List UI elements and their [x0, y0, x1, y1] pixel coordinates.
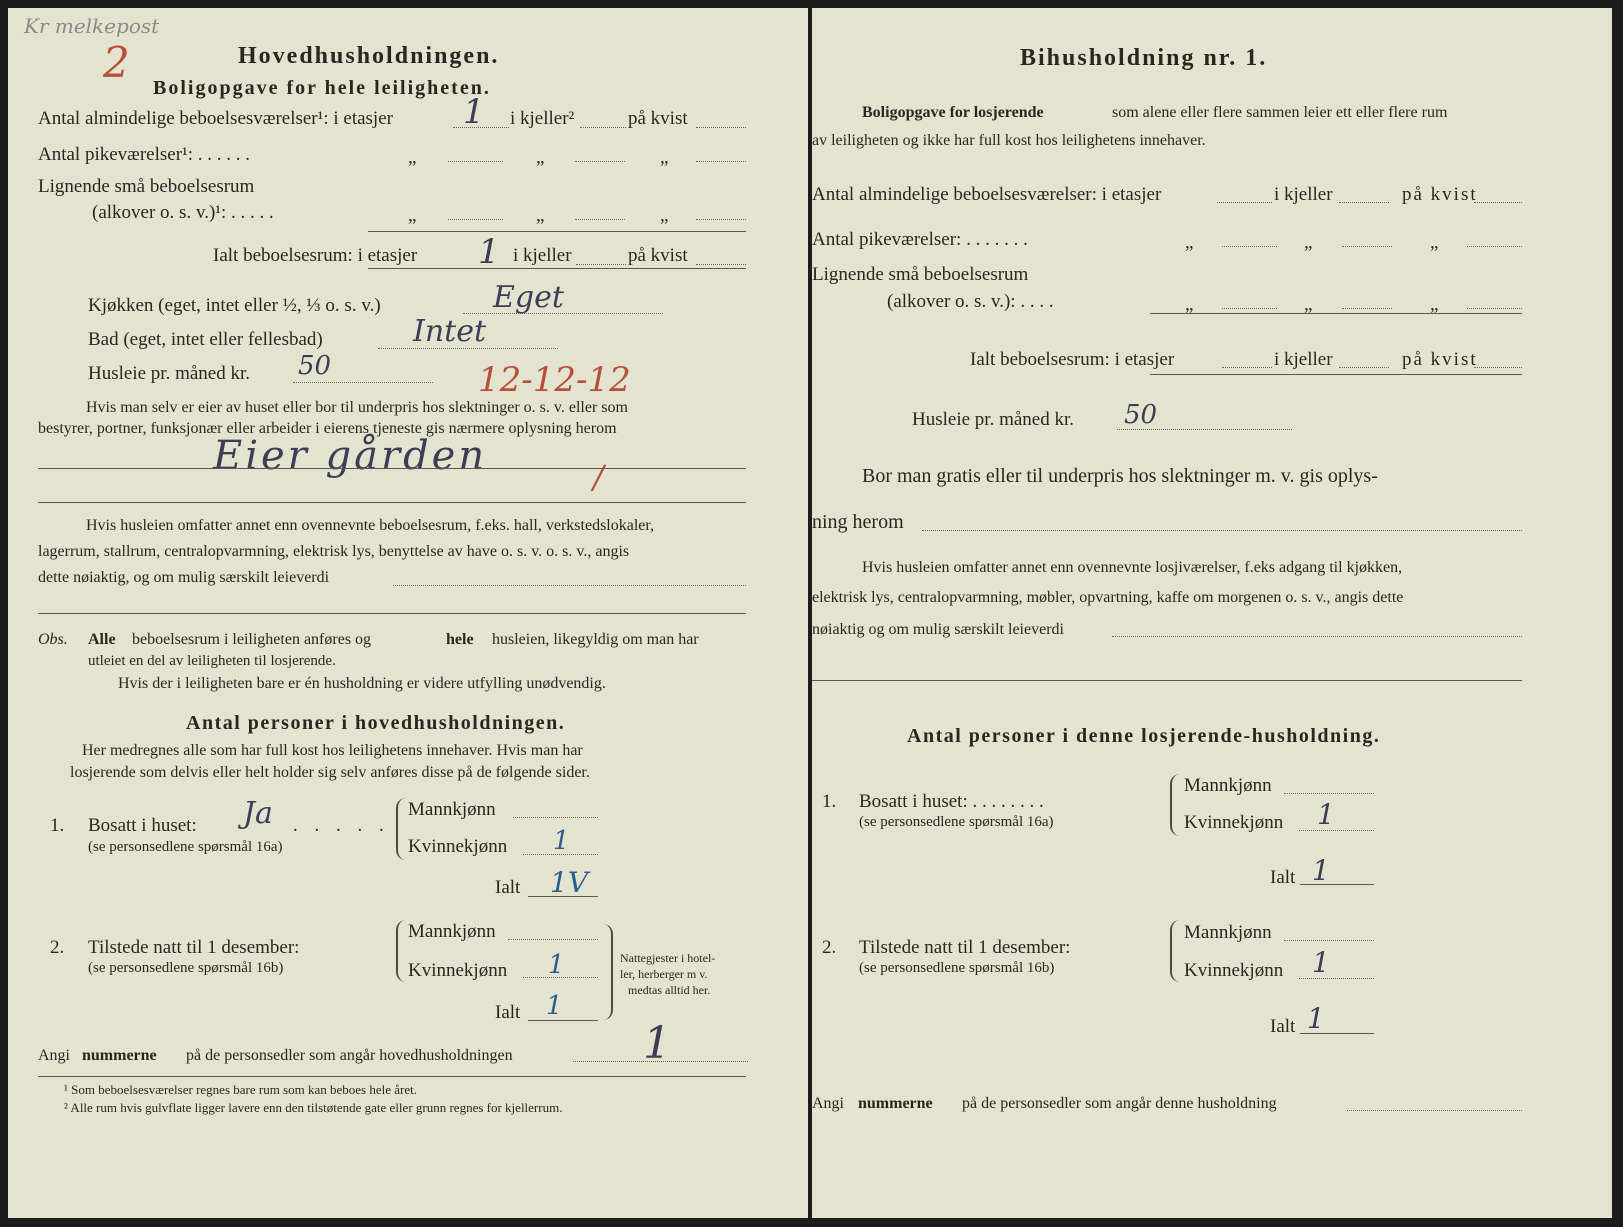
q1-dots: . . . . . [293, 815, 390, 836]
right-rooms-sum-line [1150, 313, 1522, 314]
right-numbers-bold: nummerne [858, 1095, 933, 1112]
rent-value: 50 [298, 351, 332, 381]
persons-text2: losjerende som delvis eller helt holder sig selv anføres disse på de følgende sider. [70, 764, 590, 781]
q2-number: 2. [50, 937, 65, 958]
right-q2-label: Tilstede natt til 1 desember: [859, 937, 1071, 958]
right-page [812, 8, 1612, 1218]
right-rooms-row1-kvist: på kvist [1402, 184, 1478, 205]
right-rent-value: 50 [1124, 400, 1158, 430]
rooms-row1-etasjer-value: 1 [463, 92, 485, 132]
ditto-2: „ [536, 147, 545, 168]
q2-men-label: Mannkjønn [408, 921, 496, 942]
ditto-1: „ [408, 147, 417, 168]
q1-men-label: Mannkjønn [408, 799, 496, 820]
right-rooms-total-etasjer-line [1222, 367, 1272, 368]
right-rooms-row2-line2 [1342, 246, 1392, 247]
rooms-row2-line2 [575, 161, 625, 162]
rooms-row3-label2: (alkover o. s. v.)¹: . . . . . [92, 202, 274, 223]
q1-total-value: 1V [550, 866, 589, 899]
page-number-red: 2 [103, 38, 130, 87]
numbers-value: 1 [643, 1018, 671, 1069]
q1-women-value: 1 [553, 826, 570, 856]
rent-date-stamp: 12-12-12 [478, 360, 631, 400]
rooms-total-kjeller-line [576, 264, 626, 265]
right-rooms-total-kvist-line [1474, 367, 1522, 368]
extra-text-line3: dette nøiaktig, og om mulig særskilt leieverdi [38, 569, 330, 586]
right-q2-men-line [1284, 940, 1374, 941]
q2-total-line [528, 1020, 598, 1021]
right-q2-men-label: Mannkjønn [1184, 922, 1272, 943]
right-ditto-4: „ [1185, 294, 1194, 315]
right-rooms-row3-label1: Lignende små beboelsesrum [812, 264, 1029, 285]
right-q1-total-line [1300, 884, 1374, 885]
right-q2-women-label: Kvinnekjønn [1184, 960, 1284, 981]
rooms-row2-line1 [448, 161, 503, 162]
owner-line2 [38, 502, 746, 503]
extra-text-line2: lagerrum, stallrum, centralopvarmning, elektrisk lys, benyttelse av have o. s. v. o. s. v., angis [38, 543, 630, 560]
obs-text4: Hvis der i leiligheten bare er én husholdning er videre utfylling unødvendig. [118, 675, 606, 692]
rooms-row3-label1: Lignende små beboelsesrum [38, 176, 255, 197]
right-persons-title: Antal personer i denne losjerende-husholdning. [907, 725, 1381, 747]
right-q2-number: 2. [822, 937, 837, 958]
rooms-total-kjeller: i kjeller [513, 245, 572, 266]
bath-line [378, 348, 558, 349]
rent-line [293, 382, 433, 383]
rooms-total-kvist-line [696, 264, 746, 265]
q1-value: Ja [243, 796, 273, 831]
q1-number: 1. [50, 815, 65, 836]
q2-total-label: Ialt [495, 1002, 521, 1023]
rooms-row1-label: Antal almindelige beboelsesværelser¹: i etasjer [38, 108, 393, 129]
ditto-6: „ [660, 205, 669, 226]
footnote-divider [38, 1076, 746, 1077]
right-extra-text1: Hvis husleien omfatter annet enn ovennevnte losjiværelser, f.eks adgang til kjøkken, [862, 559, 1403, 576]
right-rooms-total-underline [1150, 374, 1522, 375]
right-intro-bold: Boligopgave for losjerende [862, 104, 1044, 121]
extra-line2 [38, 613, 746, 614]
extra-line [393, 585, 746, 586]
q1-bracket [396, 798, 406, 860]
right-rooms-total-kvist: på kvist [1402, 349, 1478, 370]
right-rooms-row1-etasjer-line [1217, 202, 1272, 203]
right-q2-total-label: Ialt [1270, 1016, 1296, 1037]
right-gratis-text2: ning herom [812, 511, 904, 533]
right-ditto-2: „ [1304, 232, 1313, 253]
right-q2-women-value: 1 [1312, 946, 1330, 979]
right-intro-text2: av leiligheten og ikke har full kost hos leilighetens innehaver. [812, 132, 1206, 149]
right-numbers-label: på de personsedler som angår denne husholdning [962, 1095, 1277, 1112]
footnote-1: ¹ Som beboelsesværelser regnes bare rum som kan beboes hele året. [64, 1082, 417, 1097]
right-extra-line2 [812, 680, 1522, 681]
q2-note-line2: ler, herberger m v. [620, 967, 708, 981]
right-q2-total-line [1300, 1033, 1374, 1034]
obs-bold-hele: hele [446, 631, 474, 648]
rooms-total-label: Ialt beboelsesrum: i etasjer [213, 245, 418, 266]
q1-men-line [513, 817, 598, 818]
right-q1-label: Bosatt i huset: . . . . . . . . [859, 791, 1044, 812]
q2-men-line [508, 939, 598, 940]
right-rooms-row1-kjeller-line [1339, 202, 1389, 203]
right-rent-label: Husleie pr. måned kr. [912, 409, 1074, 430]
ditto-5: „ [536, 205, 545, 226]
rooms-row1-kvist-line [696, 127, 746, 128]
corner-pencil-note: Kr melkepost [24, 14, 160, 38]
rooms-row1-kvist: på kvist [628, 108, 688, 129]
numbers-line [573, 1061, 748, 1062]
obs-label: Obs. [38, 631, 68, 648]
right-ditto-5: „ [1304, 294, 1313, 315]
right-q1-total-value: 1 [1312, 854, 1330, 887]
right-q1-bracket [1170, 774, 1180, 836]
q2-women-value: 1 [548, 950, 565, 980]
right-q2-women-line [1299, 978, 1374, 979]
owner-text-line1: Hvis man selv er eier av huset eller bor til underpris hos slektninger o. s. v. eller som [86, 399, 628, 416]
right-ditto-3: „ [1430, 232, 1439, 253]
right-q1-sub: (se personsedlene spørsmål 16a) [859, 814, 1054, 830]
bath-label: Bad (eget, intet eller fellesbad) [88, 329, 323, 350]
right-rooms-row3-line2 [1342, 308, 1392, 309]
right-rooms-row2-label: Antal pikeværelser: . . . . . . . [812, 229, 1028, 250]
owner-red-mark: / [593, 458, 604, 496]
right-intro-text1: som alene eller flere sammen leier ett eller flere rum [1112, 104, 1448, 121]
rooms-sum-line [368, 231, 746, 232]
right-numbers-pre: Angi [812, 1095, 844, 1112]
right-rooms-row3-label2: (alkover o. s. v.): . . . . [887, 291, 1054, 312]
kitchen-line [463, 313, 663, 314]
q2-women-label: Kvinnekjønn [408, 960, 508, 981]
right-q2-total-value: 1 [1307, 1002, 1325, 1035]
right-q1-number: 1. [822, 791, 837, 812]
q2-note-line1: Nattegjester i hotel- [620, 951, 716, 965]
right-extra-text2: elektrisk lys, centralopvarmning, møbler, opvartning, kaffe om morgenen o. s. v., angis dette [812, 589, 1404, 606]
right-numbers-line [1347, 1110, 1522, 1111]
rooms-total-underline [368, 268, 746, 269]
page-title: Hovedhusholdningen. [238, 43, 500, 69]
right-q1-total-label: Ialt [1270, 867, 1296, 888]
left-page [8, 8, 808, 1218]
right-rooms-row3-line3 [1467, 308, 1522, 309]
right-rooms-total-kjeller-line [1339, 367, 1389, 368]
right-rooms-row1-label: Antal almindelige beboelsesværelser: i etasjer [812, 184, 1162, 205]
right-q2-bracket [1170, 920, 1180, 982]
rent-label: Husleie pr. måned kr. [88, 363, 250, 384]
q1-women-line [523, 854, 598, 855]
q2-sub: (se personsedlene spørsmål 16b) [88, 960, 284, 976]
right-gratis-line [922, 530, 1522, 531]
ditto-4: „ [408, 205, 417, 226]
rooms-row3-line1 [448, 219, 503, 220]
right-q1-women-label: Kvinnekjønn [1184, 812, 1284, 833]
kitchen-label: Kjøkken (eget, intet eller ½, ⅓ o. s. v.) [88, 295, 381, 316]
right-q2-sub: (se personsedlene spørsmål 16b) [859, 960, 1055, 976]
right-rooms-total-label: Ialt beboelsesrum: i etasjer [970, 349, 1175, 370]
rooms-row2-line3 [696, 161, 746, 162]
q2-label: Tilstede natt til 1 desember: [88, 937, 300, 958]
q1-total-label: Ialt [495, 877, 521, 898]
q2-total-value: 1 [546, 991, 563, 1021]
rooms-total-kvist: på kvist [628, 245, 688, 266]
right-ditto-1: „ [1185, 232, 1194, 253]
right-extra-line [1112, 636, 1522, 637]
obs-text3: utleiet en del av leiligheten til losjerende. [88, 653, 336, 669]
numbers-pre: Angi [38, 1047, 70, 1064]
ditto-3: „ [660, 147, 669, 168]
right-rent-line [1117, 429, 1292, 430]
right-q1-men-label: Mannkjønn [1184, 775, 1272, 796]
owner-text-line2: bestyrer, portner, funksjonær eller arbeider i eierens tjeneste gis nærmere oplysning herom [38, 420, 617, 437]
footnote-2: ² Alle rum hvis gulvflate ligger lavere enn den tilstøtende gate eller grunn regnes for kjellerrum. [64, 1100, 563, 1115]
q2-bracket [396, 920, 406, 982]
rooms-row3-line3 [696, 219, 746, 220]
right-rooms-row2-line3 [1467, 246, 1522, 247]
right-gratis-text1: Bor man gratis eller til underpris hos slektninger m. v. gis oplys- [862, 465, 1378, 487]
q2-note-line3: medtas alltid her. [628, 983, 711, 997]
right-q1-men-line [1284, 793, 1374, 794]
right-rooms-row1-kvist-line [1474, 202, 1522, 203]
owner-line1 [38, 468, 746, 469]
numbers-label: på de personsedler som angår hovedhusholdningen [186, 1047, 513, 1064]
right-extra-text3: nøiaktig og om mulig særskilt leieverdi [812, 621, 1064, 638]
q1-label: Bosatt i huset: [88, 815, 197, 836]
rooms-row3-line2 [575, 219, 625, 220]
q1-total-line [528, 896, 598, 897]
right-ditto-6: „ [1430, 294, 1439, 315]
persons-text1: Her medregnes alle som har full kost hos leilighetens innehaver. Hvis man har [82, 742, 583, 759]
obs-text1: beboelsesrum i leiligheten anføres og [132, 631, 372, 648]
rooms-total-value: 1 [478, 232, 500, 272]
rooms-row1-kjeller: i kjeller² [510, 108, 575, 129]
q2-right-bracket [603, 924, 613, 1020]
owner-value: Eier gården [213, 433, 488, 479]
numbers-bold: nummerne [82, 1047, 157, 1064]
persons-title: Antal personer i hovedhusholdningen. [186, 712, 566, 734]
right-page-title: Bihusholdning nr. 1. [1020, 45, 1268, 71]
obs-bold-all: Alle [88, 631, 116, 648]
kitchen-value: Eget [493, 280, 564, 315]
rooms-row2-label: Antal pikeværelser¹: . . . . . . [38, 144, 251, 165]
right-rooms-total-kjeller: i kjeller [1274, 349, 1333, 370]
q2-women-line [523, 977, 598, 978]
right-rooms-row1-kjeller: i kjeller [1274, 184, 1333, 205]
q1-sub: (se personsedlene spørsmål 16a) [88, 839, 283, 855]
right-rooms-row3-line1 [1222, 308, 1277, 309]
right-q1-women-value: 1 [1317, 798, 1335, 831]
obs-text2: husleien, likegyldig om man har [492, 631, 699, 648]
extra-text-line1: Hvis husleien omfatter annet enn ovennevnte beboelsesrum, f.eks. hall, verkstedslokaler, [86, 517, 655, 534]
bath-value: Intet [413, 314, 487, 349]
q1-women-label: Kvinnekjønn [408, 836, 508, 857]
page-subtitle: Boligopgave for hele leiligheten. [153, 77, 491, 99]
right-q1-women-line [1299, 830, 1374, 831]
rooms-row1-kjeller-line [580, 127, 626, 128]
right-rooms-row2-line1 [1222, 246, 1277, 247]
